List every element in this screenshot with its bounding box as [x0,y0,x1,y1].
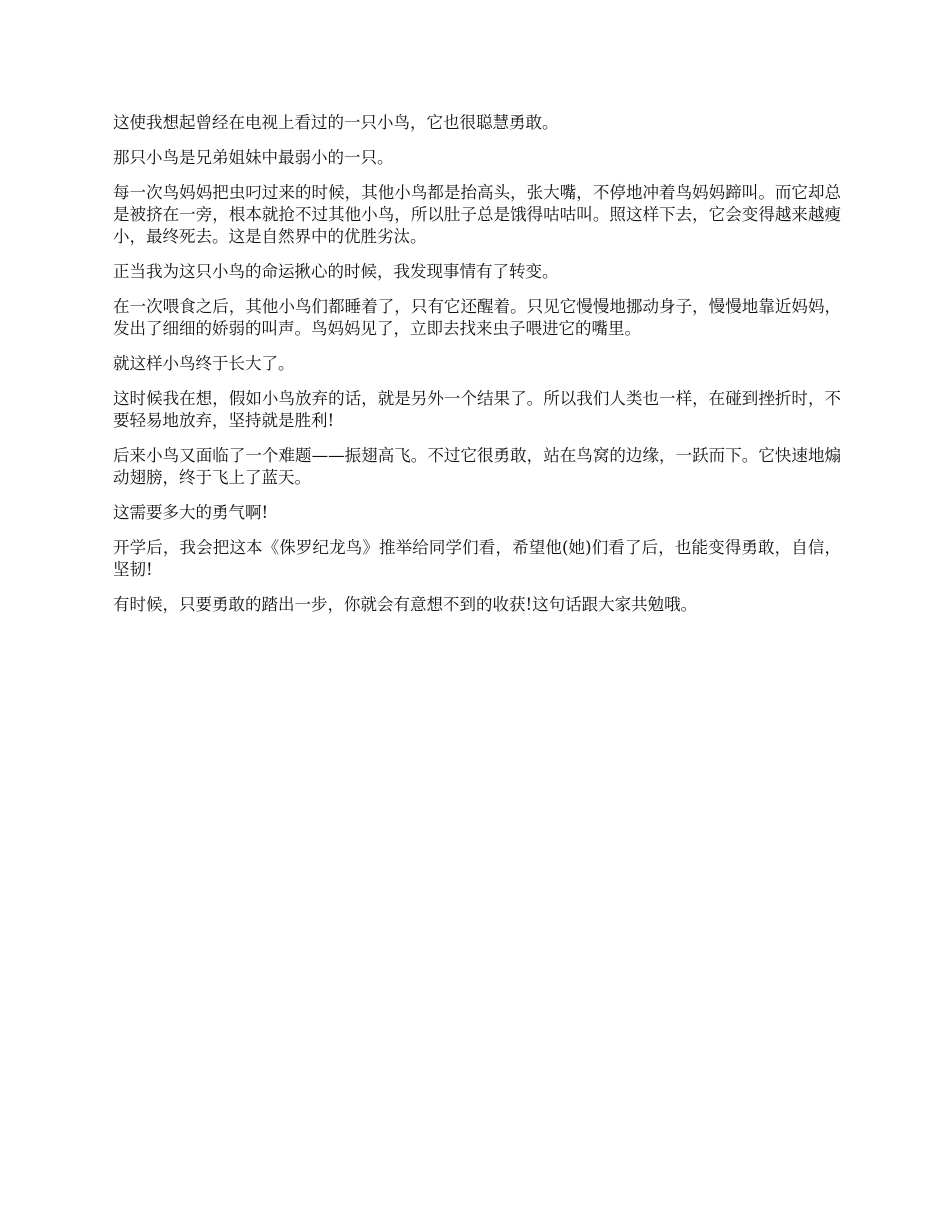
paragraph-10: 开学后，我会把这本《侏罗纪龙鸟》推举给同学们看，希望他(她)们看了后，也能变得勇敢，自信，坚韧! [113,538,841,579]
document-body [113,112,841,629]
paragraph-6: 就这样小鸟终于长大了。 [113,354,295,373]
paragraph-5: 在一次喂食之后，其他小鸟们都睡着了，只有它还醒着。只见它慢慢地挪动身子，慢慢地靠近妈妈，发出了细细的娇弱的叫声。鸟妈妈见了，立即去找来虫子喂进它的嘴里。 [113,297,841,338]
paragraph-3: 每一次鸟妈妈把虫叼过来的时候，其他小鸟都是抬高头，张大嘴，不停地冲着鸟妈妈蹄叫。而它却总是被挤在一旁，根本就抢不过其他小鸟，所以肚子总是饿得咕咕叫。照这样下去，它会变得越来越瘦小，最终死去。这是自然界中的优胜劣汰。 [113,183,841,246]
paragraph-1: 这使我想起曾经在电视上看过的一只小鸟，它也很聪慧勇敢。 [113,113,559,132]
paragraph-9: 这需要多大的勇气啊! [113,503,269,522]
paragraph-8: 后来小鸟又面临了一个难题——振翅高飞。不过它很勇敢，站在鸟窝的边缘，一跃而下。它快速地煽动翅膀，终于飞上了蓝天。 [113,446,841,487]
paragraph-4: 正当我为这只小鸟的命运揪心的时候，我发现事情有了转变。 [113,262,559,281]
paragraph-7: 这时候我在想，假如小鸟放弃的话，就是另外一个结果了。所以我们人类也一样，在碰到挫折时，不要轻易地放弃，坚持就是胜利! [113,389,841,430]
paragraph-11: 有时候，只要勇敢的踏出一步，你就会有意想不到的收获!这句话跟大家共勉哦。 [113,595,698,614]
paragraph-2: 那只小鸟是兄弟姐妹中最弱小的一只。 [113,148,394,167]
